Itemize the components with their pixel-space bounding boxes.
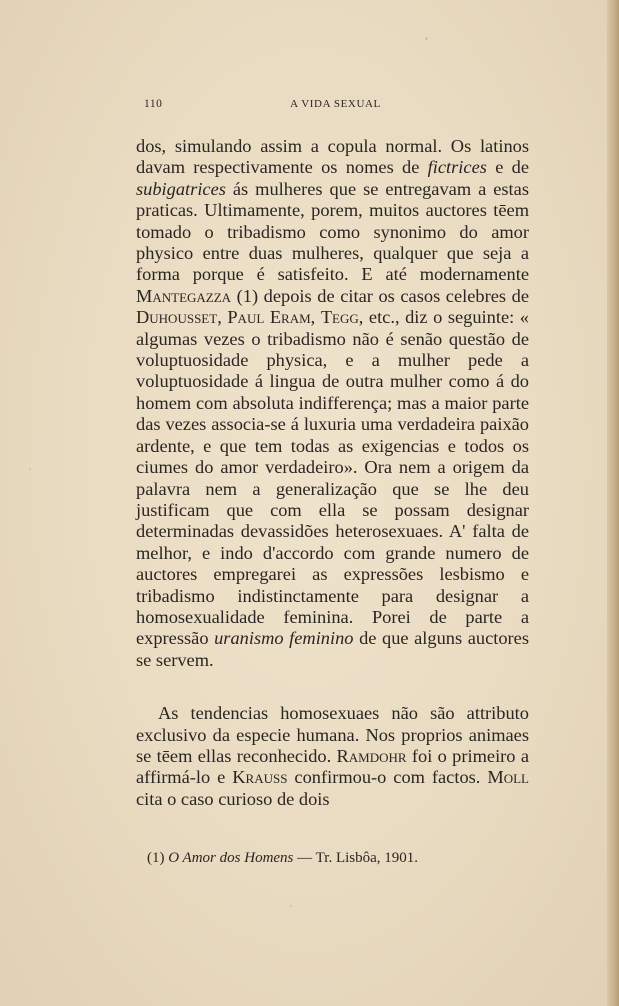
paragraph-1 <box>136 136 529 671</box>
text-span: (1) depois de citar os casos celebres de <box>231 285 529 306</box>
author-name: Paul Eram <box>227 307 311 328</box>
paper-spot <box>425 37 428 40</box>
author-name: Duhousset <box>136 307 218 328</box>
author-name: Ramdohr <box>336 745 407 766</box>
text-span: dos, simulando assim a copula normal. Os latinos davam respectivamente os nomes de <box>136 136 529 178</box>
text-span: , etc., diz o seguinte: « algumas vezes o tribadismo não é senão questão de voluptuosidade physica, e a mulher pede a voluptuosidade á lingua de outra mulher como á do homem com absoluta indifferença; mas a maior parte das vezes associa-se á luxuria uma verdadeira paixão ardente, e que tem todas as exigencias e todos os ciumes do amor verdadeiro». Ora nem a origem da palavra nem a generalização que se lhe deu justificam que com ella se possam designar determinadas devassidões heterosexuaes. A' falta de melhor, e indo d'accordo com grande numero de auctores empregarei as expressões lesbismo e tribadismo indistinctamente para designar a homosexualidade feminina. Porei de parte a expressão <box>136 307 529 649</box>
footnote <box>147 849 527 868</box>
paper-spot <box>290 905 292 907</box>
text-span: cita o caso curioso de dois <box>136 788 330 809</box>
paper-spot <box>29 468 31 470</box>
text-span: confirmou-o com factos. <box>287 767 488 788</box>
paragraph-2 <box>136 703 529 810</box>
italic-term: fictrices <box>427 157 487 178</box>
text-span: , <box>217 307 228 328</box>
italic-term: subigatrices <box>136 178 226 199</box>
text-span: As tendencias homosexuaes não são attributo exclusivo da especie humana. Nos proprios animaes se tēem ellas reconhecido. <box>136 703 529 766</box>
author-name: Moll <box>487 767 529 788</box>
text-span: , <box>310 307 321 328</box>
page-header <box>144 98 527 118</box>
author-name: Mantegazza <box>136 285 232 306</box>
footnote-title: O Amor dos Homens <box>168 850 294 866</box>
italic-term: uranismo feminino <box>214 628 354 649</box>
footnote-marker: (1) <box>147 850 169 866</box>
author-name: Tegg <box>320 307 359 328</box>
body-text <box>136 136 529 810</box>
page-edge <box>607 0 619 1006</box>
text-span: de que alguns auctores se servem. <box>136 628 529 670</box>
text-span: ás mulheres que se entregavam a estas praticas. Ultimamente, porem, muitos auctores tēem tomado o tribadismo como synonimo do amor physico entre duas mulheres, qualquer que seja a forma porque é satisfeito. E até modernamente <box>136 178 529 285</box>
footnote-text: — Tr. Lisbôa, 1901. <box>293 850 419 866</box>
running-title: A VIDA SEXUAL <box>290 98 381 110</box>
author-name: Krauss <box>232 767 288 788</box>
page-number: 110 <box>144 98 163 110</box>
text-span: e de <box>486 157 529 178</box>
text-span: foi o primeiro a affirmá-lo e <box>136 745 529 788</box>
